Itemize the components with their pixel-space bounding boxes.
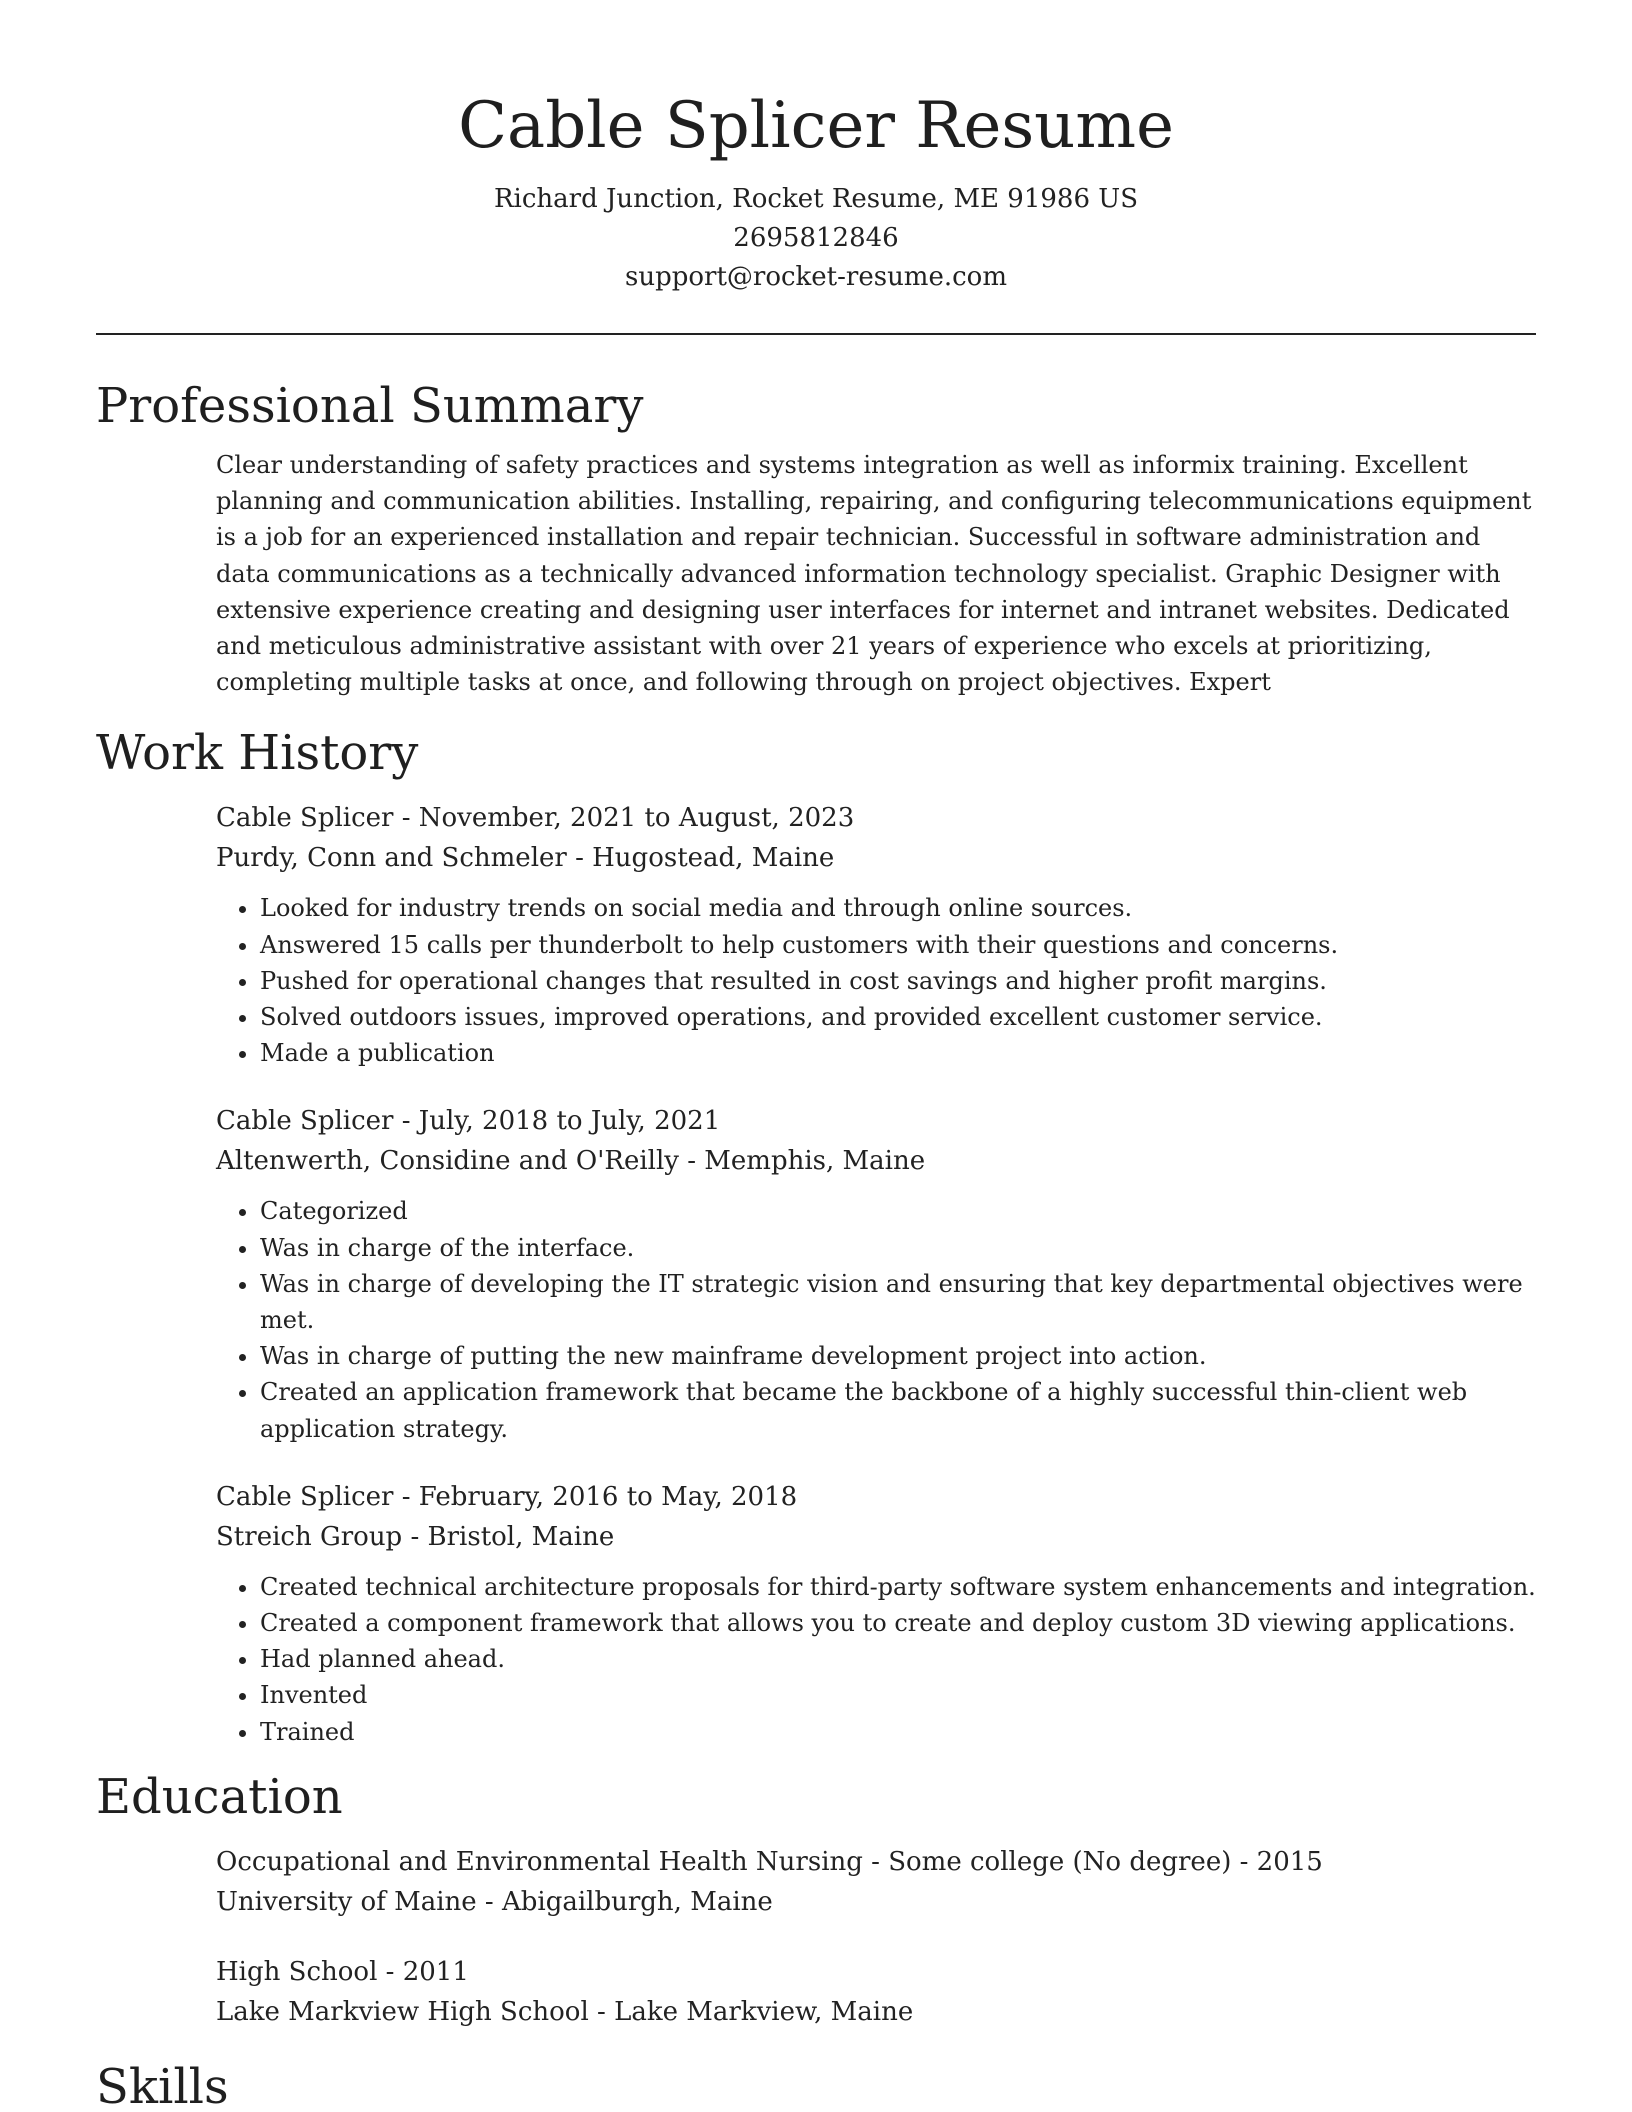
education-degree-line: Occupational and Environmental Health Nursing - Some college (No degree) - 2015 [216, 1846, 1323, 1877]
section-heading-education: Education [96, 1768, 343, 1825]
job-bullet: • Created an application framework that became the backbone of a highly successful thin-client web application strategy. [260, 1374, 1536, 1446]
header-divider [96, 333, 1536, 335]
job-bullet: • Invented [260, 1677, 1536, 1713]
job-company-line: Purdy, Conn and Schmeler - Hugostead, Maine [216, 843, 835, 874]
job-bullet: • Was in charge of the interface. [260, 1230, 1536, 1266]
contact-address: Richard Junction, Rocket Resume, ME 91986 US [493, 184, 1139, 214]
job-title-line: Cable Splicer - November, 2021 to August, 2023 [216, 803, 855, 834]
skills-section [0, 2056, 1632, 2112]
job-bullet: • Answered 15 calls per thunderbolt to help customers with their questions and concerns. [260, 927, 1536, 963]
section-heading-skills: Skills [96, 2058, 229, 2112]
job-bullet: • Pushed for operational changes that resulted in cost savings and higher profit margins. [260, 963, 1536, 999]
job-bullet: • Solved outdoors issues, improved operations, and provided excellent customer service. [260, 999, 1536, 1035]
education-entry [216, 1952, 1536, 2032]
work-history-section [0, 722, 1632, 1749]
summary-text: Clear understanding of safety practices and systems integration as well as informix training. Excellent planning and communication abilities. Installing, repairing, and configuring telecommunications equipment is a job for an experienced installation and repair technician. Successful in software administration and data communications as a technically advanced information technology specialist. Graphic Designer with extensive experience creating and designing user interfaces for internet and intranet websites. Dedicated and meticulous administrative assistant with over 21 years of experience who excels at prioritizing, completing multiple tasks at once, and following through on project objectives. Expert [216, 451, 1532, 697]
job-bullet: • Had planned ahead. [260, 1641, 1536, 1677]
professional-summary-section [0, 375, 1632, 700]
contact-phone: 2695812846 [733, 223, 899, 253]
job-bullet: • Trained [260, 1714, 1536, 1750]
education-degree-line: High School - 2011 [216, 1956, 469, 1987]
job-bullet: • Was in charge of developing the IT strategic vision and ensuring that key departmental objectives were met. [260, 1266, 1536, 1338]
job-company-line: Streich Group - Bristol, Maine [216, 1521, 615, 1552]
section-heading-summary: Professional Summary [96, 378, 644, 434]
job-bullets [216, 890, 1536, 1071]
education-entry [216, 1842, 1536, 1922]
education-school-line: University of Maine - Abigailburgh, Maine [216, 1886, 773, 1917]
job-bullets [216, 1193, 1536, 1446]
job-bullets [216, 1569, 1536, 1750]
job-bullet: • Categorized [260, 1193, 1536, 1229]
resume-title: Cable Splicer Resume [458, 89, 1174, 163]
education-school-line: Lake Markview High School - Lake Markview, Maine [216, 1996, 914, 2027]
job-bullet: • Created a component framework that allows you to create and deploy custom 3D viewing applications. [260, 1605, 1536, 1641]
job-entry [216, 1101, 1536, 1446]
job-bullet: • Looked for industry trends on social media and through online sources. [260, 890, 1536, 926]
job-bullet: • Created technical architecture proposals for third-party software system enhancements and integration. [260, 1569, 1536, 1605]
job-title-line: Cable Splicer - February, 2016 to May, 2018 [216, 1481, 798, 1512]
contact-info [0, 180, 1632, 297]
job-bullet: • Was in charge of putting the new mainframe development project into action. [260, 1338, 1536, 1374]
job-company-line: Altenwerth, Considine and O'Reilly - Memphis, Maine [216, 1146, 926, 1177]
job-bullet: • Made a publication [260, 1035, 1536, 1071]
resume-header [0, 0, 1632, 297]
job-title-line: Cable Splicer - July, 2018 to July, 2021 [216, 1106, 721, 1137]
section-heading-work: Work History [96, 725, 419, 782]
job-entry [216, 798, 1536, 1071]
contact-email: support@rocket-resume.com [624, 262, 1007, 292]
job-entry [216, 1477, 1536, 1750]
education-section [0, 1766, 1632, 2032]
